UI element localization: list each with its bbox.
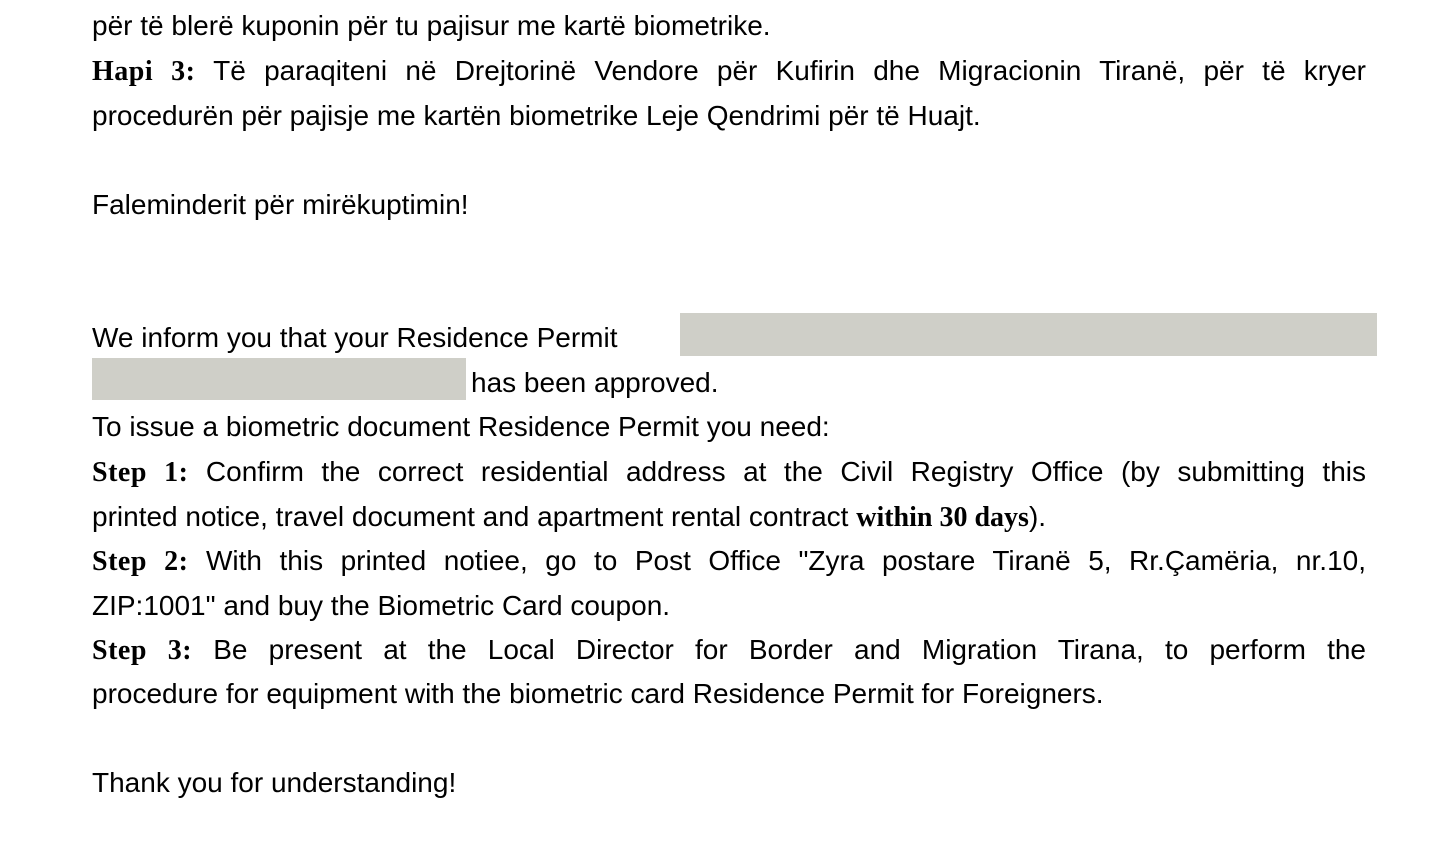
step1-text-a: Confirm the correct residential address at the Civil Registry Office (by submitting this — [205, 456, 1367, 487]
step2-text-a: With this printed notiee, go to Post Office "Zyra postare Tiranë 5, Rr.Çamëria, nr.10, — [205, 545, 1366, 576]
redaction-box-permit-details-continued — [92, 358, 466, 400]
approved-text: has been approved. — [471, 367, 719, 398]
need-intro: To issue a biometric document Residence Permit you need: — [92, 411, 830, 442]
albanian-step3-text-a: Të paraqiteni në Drejtorinë Vendore për Kufirin dhe Migracionin Tiranë, për të kryer — [213, 55, 1366, 86]
step1-line2 — [92, 500, 1366, 535]
albanian-thanks: Faleminderit për mirëkuptimin! — [92, 189, 469, 220]
step1-label: Step 1: — [92, 457, 189, 488]
step1-end: ). — [1028, 501, 1047, 532]
step2-line2: ZIP:1001" and buy the Biometric Card coupon. — [92, 590, 671, 621]
inform-prefix: We inform you that your Residence Permit — [92, 322, 618, 353]
albanian-step3-line1 — [92, 54, 1366, 89]
step1-text-b: printed notice, travel document and apartment rental contract — [92, 501, 849, 532]
step1-line1 — [92, 455, 1366, 490]
step1-emphasis: within 30 days — [856, 502, 1029, 533]
step3-line1 — [92, 633, 1366, 668]
step3-line2: procedure for equipment with the biometric card Residence Permit for Foreigners. — [92, 678, 1104, 709]
step3-label: Step 3: — [92, 635, 193, 666]
redaction-box-permit-details — [680, 313, 1377, 356]
albanian-step3-label: Hapi 3: — [92, 56, 196, 87]
step3-text-a: Be present at the Local Director for Border and Migration Tirana, to perform the — [213, 634, 1366, 665]
english-thanks: Thank you for understanding! — [92, 767, 457, 798]
step2-line1 — [92, 544, 1366, 579]
document-page — [92, 0, 1366, 849]
step2-label: Step 2: — [92, 546, 189, 577]
albanian-step2-continuation: për të blerë kuponin për tu pajisur me kartë biometrike. — [92, 10, 771, 41]
albanian-step3-line2: procedurën për pajisje me kartën biometrike Leje Qendrimi për të Huajt. — [92, 100, 981, 131]
